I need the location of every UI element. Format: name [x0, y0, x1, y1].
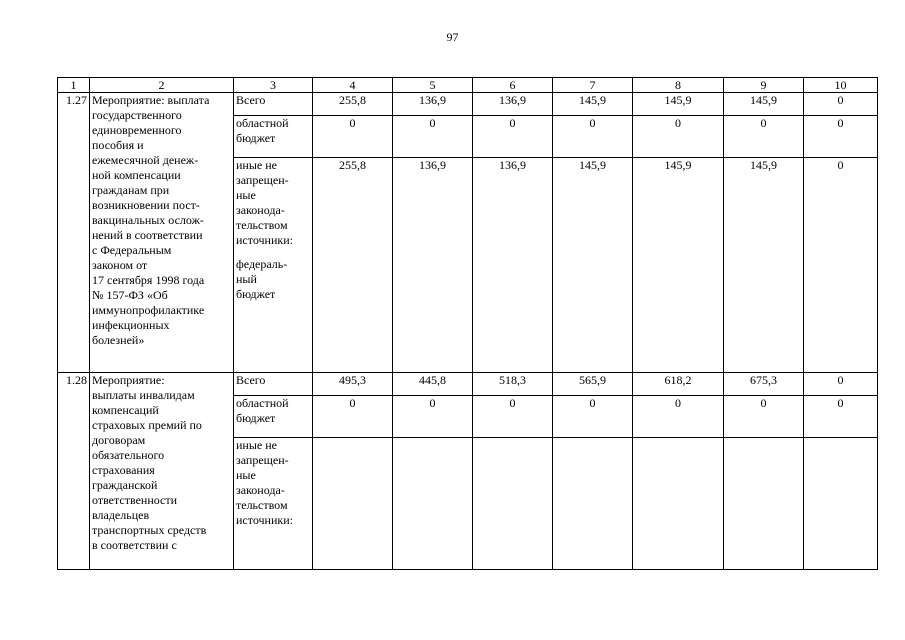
value-cell: 0 — [393, 116, 473, 158]
budget-table — [57, 77, 878, 570]
table-row — [58, 373, 878, 396]
header-col-4: 4 — [313, 78, 393, 93]
value-cell: 255,8 — [313, 158, 393, 373]
header-col-9: 9 — [724, 78, 804, 93]
header-col-7: 7 — [553, 78, 633, 93]
value-cell: 136,9 — [473, 93, 553, 116]
source-label-other: иные не запрещен- ные законода- тельством источники: — [234, 438, 313, 570]
header-col-5: 5 — [393, 78, 473, 93]
value-cell: 136,9 — [393, 158, 473, 373]
value-cell: 136,9 — [473, 158, 553, 373]
value-cell: 0 — [724, 116, 804, 158]
value-cell: 0 — [804, 396, 878, 438]
value-cell: 518,3 — [473, 373, 553, 396]
empty-cell — [633, 438, 724, 570]
value-cell: 445,8 — [393, 373, 473, 396]
value-cell: 0 — [553, 116, 633, 158]
table-row — [58, 93, 878, 116]
value-cell: 565,9 — [553, 373, 633, 396]
empty-cell — [393, 438, 473, 570]
value-cell: 0 — [804, 158, 878, 373]
source-label-other: иные не запрещен- ные законода- тельством источники: федераль- ный бюджет — [234, 158, 313, 373]
row-index: 1.28 — [58, 373, 90, 570]
value-cell: 618,2 — [633, 373, 724, 396]
value-cell: 145,9 — [633, 158, 724, 373]
header-col-10: 10 — [804, 78, 878, 93]
value-cell: 145,9 — [724, 93, 804, 116]
page-number: 97 — [446, 30, 459, 44]
empty-cell — [553, 438, 633, 570]
row-description: Мероприятие: выплата государственного единовременного пособия и ежемесячной денеж- ной компенсации гражданам при возникновении пост- вакцинальных ослож- нений в соответствии с Федеральным законом от 17 сентября 1998 года № 157-ФЗ «Об иммунопрофилактике инфекционных болезней» — [90, 93, 234, 373]
value-cell: 0 — [804, 116, 878, 158]
row-index: 1.27 — [58, 93, 90, 373]
header-col-8: 8 — [633, 78, 724, 93]
row-description: Мероприятие: выплаты инвалидам компенсаций страховых премий по договорам обязательного страхования гражданской ответственности владельцев транспортных средств в соответствии с — [90, 373, 234, 570]
empty-cell — [724, 438, 804, 570]
value-cell: 0 — [393, 396, 473, 438]
value-cell: 0 — [313, 116, 393, 158]
value-cell: 0 — [473, 116, 553, 158]
value-cell: 145,9 — [553, 158, 633, 373]
value-cell: 0 — [804, 373, 878, 396]
empty-cell — [313, 438, 393, 570]
value-cell: 0 — [633, 396, 724, 438]
value-cell: 145,9 — [553, 93, 633, 116]
source-label-total: Всего — [234, 93, 313, 116]
source-label-total: Всего — [234, 373, 313, 396]
header-col-6: 6 — [473, 78, 553, 93]
value-cell: 0 — [633, 116, 724, 158]
value-cell: 495,3 — [313, 373, 393, 396]
source-label-federal: федераль- — [236, 257, 288, 271]
source-label-regional: областной бюджет — [234, 116, 313, 158]
value-cell: 255,8 — [313, 93, 393, 116]
header-col-3: 3 — [234, 78, 313, 93]
value-cell: 0 — [553, 396, 633, 438]
value-cell: 0 — [473, 396, 553, 438]
value-cell: 136,9 — [393, 93, 473, 116]
empty-cell — [804, 438, 878, 570]
value-cell: 675,3 — [724, 373, 804, 396]
value-cell: 145,9 — [724, 158, 804, 373]
value-cell: 0 — [313, 396, 393, 438]
value-cell: 0 — [804, 93, 878, 116]
empty-cell — [473, 438, 553, 570]
header-row — [58, 78, 878, 93]
header-col-1: 1 — [58, 78, 90, 93]
header-col-2: 2 — [90, 78, 234, 93]
value-cell: 145,9 — [633, 93, 724, 116]
value-cell: 0 — [724, 396, 804, 438]
source-label-regional: областной бюджет — [234, 396, 313, 438]
